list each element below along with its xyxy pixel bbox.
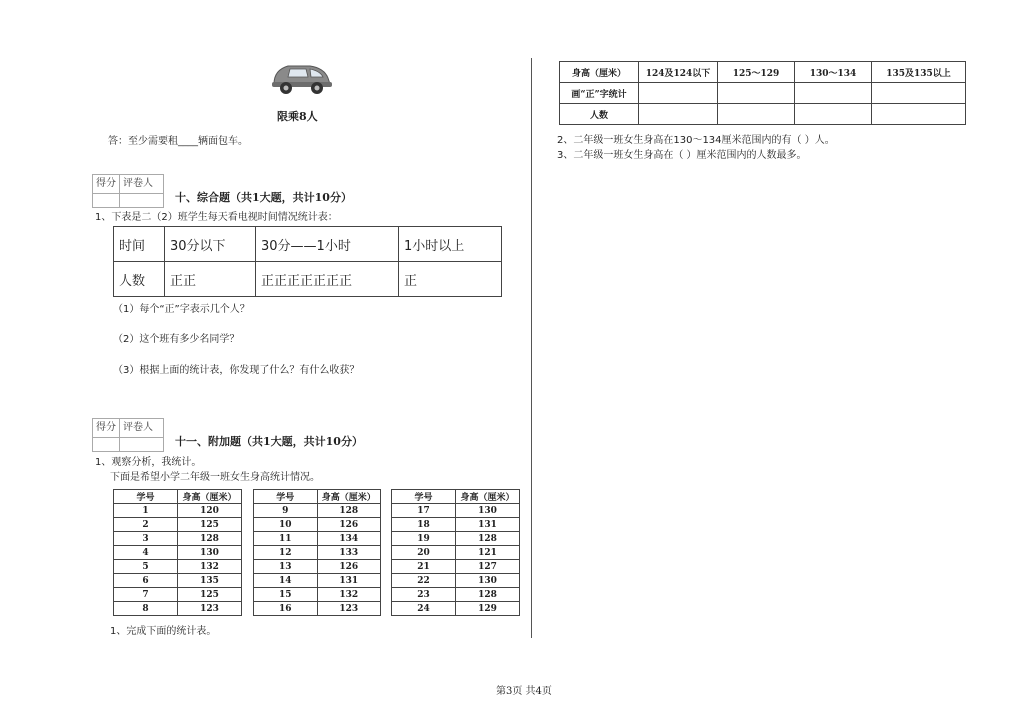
student-height: 121 bbox=[456, 546, 520, 560]
student-height: 128 bbox=[317, 504, 381, 518]
table-row bbox=[392, 588, 520, 602]
student-height: 120 bbox=[178, 504, 242, 518]
table-row bbox=[254, 532, 381, 546]
table-row bbox=[114, 602, 242, 616]
student-height: 133 bbox=[317, 546, 381, 560]
student-height: 130 bbox=[178, 546, 242, 560]
table-cell: 正 bbox=[399, 262, 502, 297]
table-row bbox=[114, 518, 242, 532]
table-cell bbox=[718, 104, 795, 125]
table-cell: 身高（厘米） bbox=[560, 62, 639, 83]
table-cell bbox=[872, 83, 966, 104]
table-row bbox=[392, 518, 520, 532]
minibus-icon bbox=[268, 60, 334, 96]
table-cell bbox=[718, 83, 795, 104]
table-row bbox=[254, 504, 381, 518]
student-height: 131 bbox=[317, 574, 381, 588]
table-cell: 124及124以下 bbox=[639, 62, 718, 83]
table-row bbox=[392, 560, 520, 574]
student-number: 23 bbox=[392, 588, 456, 602]
column-header: 身高（厘米） bbox=[456, 490, 520, 504]
table-cell: 画“正”字统计 bbox=[560, 83, 639, 104]
table-row bbox=[254, 588, 381, 602]
student-number: 17 bbox=[392, 504, 456, 518]
tv-time-table bbox=[113, 226, 502, 297]
table-row bbox=[114, 546, 242, 560]
student-height: 126 bbox=[317, 560, 381, 574]
table-row bbox=[254, 574, 381, 588]
student-height: 131 bbox=[456, 518, 520, 532]
table-row bbox=[114, 504, 242, 518]
student-number: 3 bbox=[114, 532, 178, 546]
student-number: 10 bbox=[254, 518, 318, 532]
student-number: 16 bbox=[254, 602, 318, 616]
table-cell: 正正正正正正正 bbox=[256, 262, 399, 297]
student-number: 12 bbox=[254, 546, 318, 560]
column-header: 学号 bbox=[114, 490, 178, 504]
table-row bbox=[560, 104, 966, 125]
student-height: 125 bbox=[178, 518, 242, 532]
student-number: 18 bbox=[392, 518, 456, 532]
score-label: 得分 bbox=[96, 422, 116, 433]
table-cell: 30分以下 bbox=[165, 227, 256, 262]
table-row bbox=[392, 546, 520, 560]
student-height: 130 bbox=[456, 574, 520, 588]
student-height: 132 bbox=[317, 588, 381, 602]
table-cell: 130～134 bbox=[795, 62, 872, 83]
table-row bbox=[114, 574, 242, 588]
score-box bbox=[92, 418, 164, 452]
table-cell: 135及135以上 bbox=[872, 62, 966, 83]
student-number: 20 bbox=[392, 546, 456, 560]
score-label: 得分 bbox=[96, 178, 116, 189]
column-header: 学号 bbox=[392, 490, 456, 504]
table-cell: 正正 bbox=[165, 262, 256, 297]
student-number: 21 bbox=[392, 560, 456, 574]
table-row bbox=[392, 504, 520, 518]
table-row bbox=[254, 518, 381, 532]
height-table-3 bbox=[391, 489, 520, 616]
student-height: 128 bbox=[456, 532, 520, 546]
table-cell bbox=[639, 104, 718, 125]
reviewer-label: 评卷人 bbox=[119, 175, 156, 207]
table-row bbox=[560, 62, 966, 83]
table-cell bbox=[639, 83, 718, 104]
student-height: 129 bbox=[456, 602, 520, 616]
table-row bbox=[114, 588, 242, 602]
question-11-1: 1、观察分析，我统计。 bbox=[95, 457, 202, 468]
table-row bbox=[114, 227, 502, 262]
score-box bbox=[92, 174, 164, 208]
table-cell: 125～129 bbox=[718, 62, 795, 83]
question-1: 1、下表是二（2）班学生每天看电视时间情况统计表： bbox=[95, 212, 338, 223]
student-number: 6 bbox=[114, 574, 178, 588]
student-number: 24 bbox=[392, 602, 456, 616]
student-height: 135 bbox=[178, 574, 242, 588]
table-cell bbox=[795, 104, 872, 125]
table-cell: 人数 bbox=[114, 262, 165, 297]
table-cell: 时间 bbox=[114, 227, 165, 262]
student-height: 125 bbox=[178, 588, 242, 602]
student-number: 13 bbox=[254, 560, 318, 574]
table-cell: 人数 bbox=[560, 104, 639, 125]
student-height: 134 bbox=[317, 532, 381, 546]
height-table-1 bbox=[113, 489, 242, 616]
height-summary-table bbox=[559, 61, 966, 125]
student-height: 123 bbox=[178, 602, 242, 616]
student-number: 19 bbox=[392, 532, 456, 546]
height-table-2 bbox=[253, 489, 381, 616]
student-height: 128 bbox=[456, 588, 520, 602]
student-height: 127 bbox=[456, 560, 520, 574]
table-header-row bbox=[392, 490, 520, 504]
table-row bbox=[254, 602, 381, 616]
table-row bbox=[392, 574, 520, 588]
table-row bbox=[254, 546, 381, 560]
student-number: 2 bbox=[114, 518, 178, 532]
height-intro: 下面是希望小学二年级一班女生身高统计情况。 bbox=[110, 472, 320, 483]
page-footer: 第3页 共4页 bbox=[496, 686, 552, 697]
student-number: 4 bbox=[114, 546, 178, 560]
sub-question-1: （1）每个“正”字表示几个人？ bbox=[113, 304, 250, 315]
car-caption: 限乘8人 bbox=[277, 110, 318, 123]
student-number: 22 bbox=[392, 574, 456, 588]
student-number: 15 bbox=[254, 588, 318, 602]
student-height: 128 bbox=[178, 532, 242, 546]
student-number: 14 bbox=[254, 574, 318, 588]
column-divider bbox=[531, 58, 532, 638]
column-header: 身高（厘米） bbox=[317, 490, 381, 504]
answer-line: 答：至少需要租____辆面包车。 bbox=[108, 136, 248, 147]
student-number: 5 bbox=[114, 560, 178, 574]
task-line: 1、完成下面的统计表。 bbox=[110, 626, 217, 637]
student-number: 8 bbox=[114, 602, 178, 616]
table-header-row bbox=[254, 490, 381, 504]
table-row bbox=[560, 83, 966, 104]
student-height: 123 bbox=[317, 602, 381, 616]
section-11-title: 十一、附加题（共1大题，共计10分） bbox=[175, 435, 363, 448]
student-height: 130 bbox=[456, 504, 520, 518]
reviewer-label: 评卷人 bbox=[119, 419, 156, 451]
question-3: 3、二年级一班女生身高在（ ）厘米范围内的人数最多。 bbox=[557, 150, 807, 161]
column-header: 学号 bbox=[254, 490, 318, 504]
section-10-title: 十、综合题（共1大题，共计10分） bbox=[175, 191, 352, 204]
sub-question-3: （3）根据上面的统计表，你发现了什么？有什么收获？ bbox=[113, 365, 360, 376]
table-cell: 30分——1小时 bbox=[256, 227, 399, 262]
student-height: 126 bbox=[317, 518, 381, 532]
table-row bbox=[114, 262, 502, 297]
column-header: 身高（厘米） bbox=[178, 490, 242, 504]
table-row bbox=[392, 532, 520, 546]
student-number: 1 bbox=[114, 504, 178, 518]
table-row bbox=[114, 560, 242, 574]
table-cell bbox=[872, 104, 966, 125]
table-row bbox=[254, 560, 381, 574]
table-cell: 1小时以上 bbox=[399, 227, 502, 262]
table-header-row bbox=[114, 490, 242, 504]
student-number: 9 bbox=[254, 504, 318, 518]
table-row bbox=[392, 602, 520, 616]
student-number: 11 bbox=[254, 532, 318, 546]
student-number: 7 bbox=[114, 588, 178, 602]
question-2: 2、二年级一班女生身高在130～134厘米范围内的有（ ）人。 bbox=[557, 135, 835, 146]
student-height: 132 bbox=[178, 560, 242, 574]
sub-question-2: （2）这个班有多少名同学？ bbox=[113, 334, 240, 345]
table-cell bbox=[795, 83, 872, 104]
table-row bbox=[114, 532, 242, 546]
